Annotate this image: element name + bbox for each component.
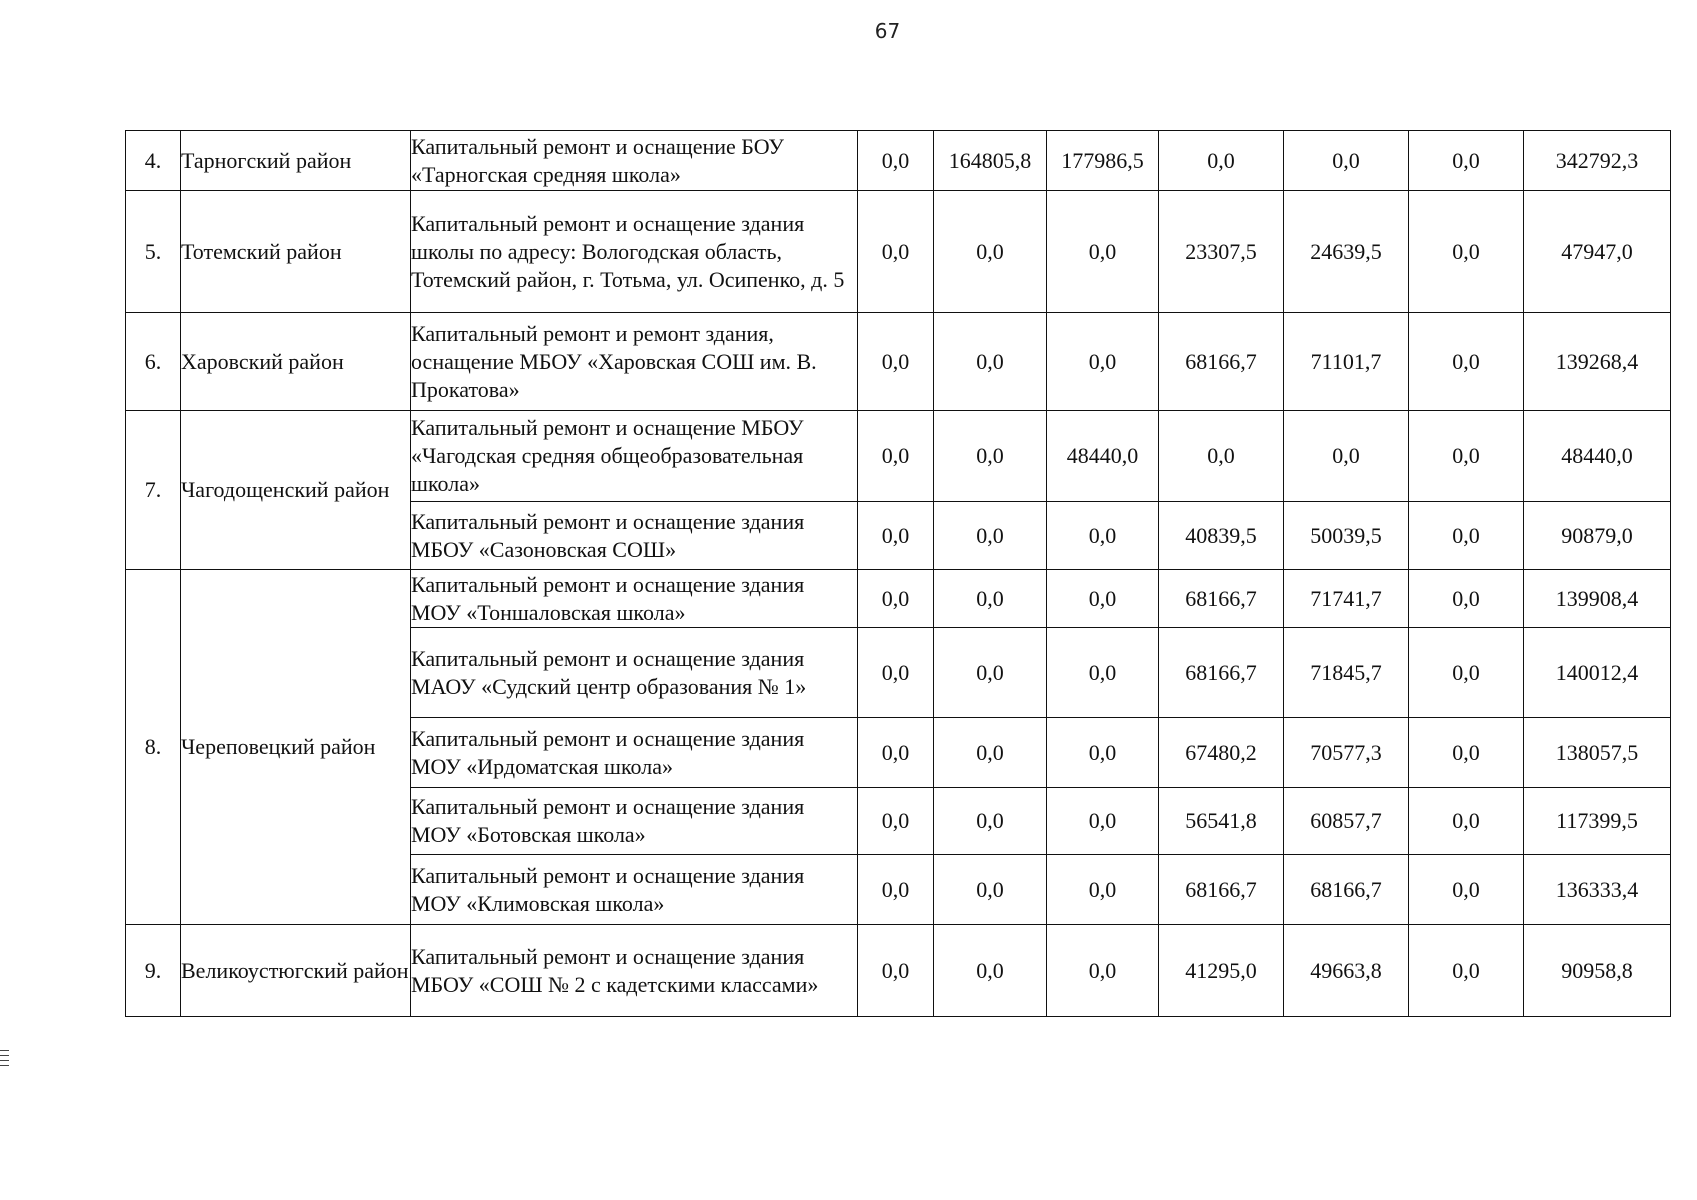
funding-value: 50039,5: [1284, 502, 1409, 570]
funding-value: 0,0: [858, 788, 934, 855]
funding-value: 0,0: [1409, 570, 1524, 628]
funding-value: 0,0: [858, 502, 934, 570]
funding-value: 0,0: [934, 570, 1047, 628]
funding-value: 0,0: [934, 502, 1047, 570]
table-row: [126, 191, 1671, 313]
table-row: [126, 313, 1671, 411]
row-number: 4.: [126, 131, 181, 191]
table-row: [126, 570, 1671, 628]
funding-value: 0,0: [934, 313, 1047, 411]
funding-value: 0,0: [1409, 925, 1524, 1017]
funding-value: 71741,7: [1284, 570, 1409, 628]
project-description: Капитальный ремонт и оснащение здания МОУ «Климовская школа»: [411, 855, 858, 925]
funding-value: 0,0: [934, 925, 1047, 1017]
funding-value: 41295,0: [1159, 925, 1284, 1017]
funding-value: 60857,7: [1284, 788, 1409, 855]
funding-value: 0,0: [858, 855, 934, 925]
funding-value: 48440,0: [1047, 411, 1159, 502]
funding-value: 0,0: [1047, 788, 1159, 855]
funding-value: 164805,8: [934, 131, 1047, 191]
funding-value: 0,0: [858, 131, 934, 191]
project-description: Капитальный ремонт и оснащение здания МОУ «Ирдоматская школа»: [411, 718, 858, 788]
project-description: Капитальный ремонт и оснащение здания МОУ «Тоншаловская школа»: [411, 570, 858, 628]
funding-value: 0,0: [1409, 131, 1524, 191]
project-description: Капитальный ремонт и оснащение БОУ «Тарногская средняя школа»: [411, 131, 858, 191]
funding-value: 67480,2: [1159, 718, 1284, 788]
funding-value: 0,0: [934, 718, 1047, 788]
row-number: 6.: [126, 313, 181, 411]
funding-value: 0,0: [1159, 131, 1284, 191]
project-description: Капитальный ремонт и оснащение здания МАОУ «Судский центр образования № 1»: [411, 628, 858, 718]
project-description: Капитальный ремонт и оснащение МБОУ «Чагодская средняя общеобразовательная школа»: [411, 411, 858, 502]
funding-value: 0,0: [858, 570, 934, 628]
funding-value: 0,0: [1409, 502, 1524, 570]
funding-value: 0,0: [858, 628, 934, 718]
funding-value: 177986,5: [1047, 131, 1159, 191]
funding-value: 0,0: [1047, 313, 1159, 411]
funding-value: 0,0: [1409, 313, 1524, 411]
funding-value: 0,0: [934, 628, 1047, 718]
funding-value: 0,0: [858, 718, 934, 788]
total-value: 136333,4: [1524, 855, 1671, 925]
funding-value: 71101,7: [1284, 313, 1409, 411]
funding-value: 68166,7: [1159, 570, 1284, 628]
district-name: Череповецкий район: [181, 570, 411, 925]
project-description: Капитальный ремонт и оснащение здания МБОУ «Сазоновская СОШ»: [411, 502, 858, 570]
funding-value: 71845,7: [1284, 628, 1409, 718]
table-row: [126, 925, 1671, 1017]
funding-value: 0,0: [1284, 411, 1409, 502]
funding-value: 0,0: [1409, 855, 1524, 925]
funding-value: 0,0: [934, 191, 1047, 313]
funding-value: 0,0: [858, 313, 934, 411]
page-number: 67: [874, 19, 901, 43]
funding-value: 49663,8: [1284, 925, 1409, 1017]
project-description: Капитальный ремонт и оснащение здания МБОУ «СОШ № 2 с кадетскими классами»: [411, 925, 858, 1017]
row-number: 9.: [126, 925, 181, 1017]
funding-value: 0,0: [1159, 411, 1284, 502]
table-body: [126, 131, 1671, 1017]
funding-value: 0,0: [858, 191, 934, 313]
total-value: 139908,4: [1524, 570, 1671, 628]
district-name: Чагодощенский район: [181, 411, 411, 570]
funding-value: 0,0: [1047, 502, 1159, 570]
funding-value: 0,0: [1047, 191, 1159, 313]
funding-value: 56541,8: [1159, 788, 1284, 855]
scan-artifact-marks: [0, 1050, 10, 1070]
funding-value: 0,0: [1284, 131, 1409, 191]
project-description: Капитальный ремонт и ремонт здания, оснащение МБОУ «Харовская СОШ им. В. Прокатова»: [411, 313, 858, 411]
funding-value: 0,0: [1409, 788, 1524, 855]
funding-value: 0,0: [1409, 411, 1524, 502]
total-value: 117399,5: [1524, 788, 1671, 855]
funding-value: 0,0: [858, 925, 934, 1017]
row-number: 5.: [126, 191, 181, 313]
project-description: Капитальный ремонт и оснащение здания школы по адресу: Вологодская область, Тотемский район, г. Тотьма, ул. Осипенко, д. 5: [411, 191, 858, 313]
row-number: 8.: [126, 570, 181, 925]
row-number: 7.: [126, 411, 181, 570]
district-name: Великоустюгский район: [181, 925, 411, 1017]
funding-value: 0,0: [934, 855, 1047, 925]
funding-value: 68166,7: [1284, 855, 1409, 925]
total-value: 90958,8: [1524, 925, 1671, 1017]
district-name: Тотемский район: [181, 191, 411, 313]
funding-value: 68166,7: [1159, 855, 1284, 925]
funding-value: 0,0: [934, 411, 1047, 502]
total-value: 138057,5: [1524, 718, 1671, 788]
total-value: 48440,0: [1524, 411, 1671, 502]
funding-value: 0,0: [1047, 628, 1159, 718]
funding-value: 0,0: [1409, 718, 1524, 788]
total-value: 139268,4: [1524, 313, 1671, 411]
table-row: [126, 411, 1671, 502]
funding-value: 70577,3: [1284, 718, 1409, 788]
project-description: Капитальный ремонт и оснащение здания МОУ «Ботовская школа»: [411, 788, 858, 855]
total-value: 140012,4: [1524, 628, 1671, 718]
funding-value: 24639,5: [1284, 191, 1409, 313]
funding-value: 68166,7: [1159, 313, 1284, 411]
funding-value: 0,0: [1409, 191, 1524, 313]
funding-value: 0,0: [1047, 855, 1159, 925]
funding-value: 23307,5: [1159, 191, 1284, 313]
funding-value: 0,0: [1047, 718, 1159, 788]
total-value: 47947,0: [1524, 191, 1671, 313]
funding-value: 68166,7: [1159, 628, 1284, 718]
funding-value: 40839,5: [1159, 502, 1284, 570]
funding-value: 0,0: [1409, 628, 1524, 718]
total-value: 90879,0: [1524, 502, 1671, 570]
table-row: [126, 131, 1671, 191]
funding-value: 0,0: [858, 411, 934, 502]
funding-value: 0,0: [934, 788, 1047, 855]
funding-value: 0,0: [1047, 570, 1159, 628]
total-value: 342792,3: [1524, 131, 1671, 191]
district-name: Тарногский район: [181, 131, 411, 191]
funding-value: 0,0: [1047, 925, 1159, 1017]
district-name: Харовский район: [181, 313, 411, 411]
budget-table: [125, 130, 1671, 1017]
